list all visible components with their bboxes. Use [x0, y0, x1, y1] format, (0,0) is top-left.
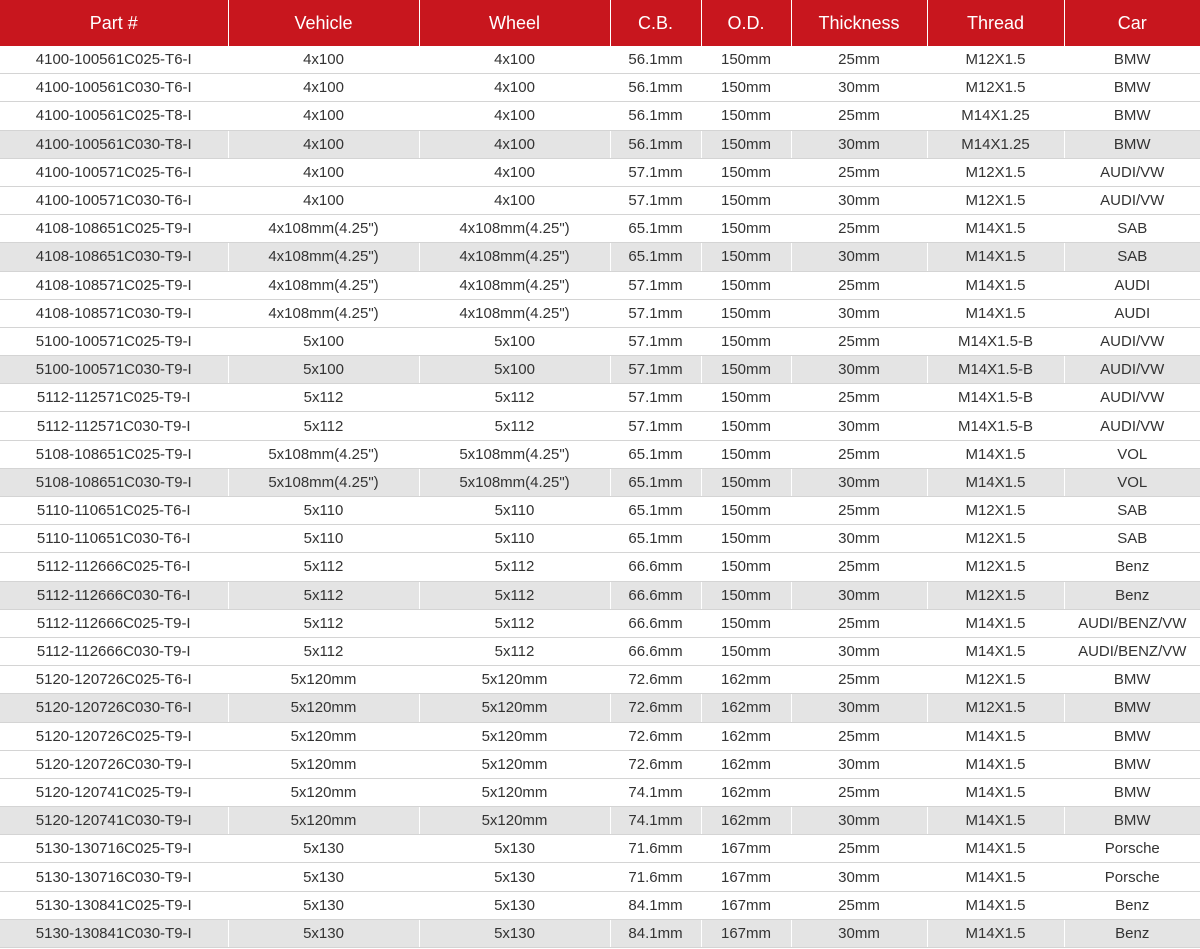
cell-car: SAB [1064, 243, 1200, 271]
table-row [0, 215, 1200, 243]
cell-thickness: 25mm [791, 497, 927, 525]
cell-wheel: 4x108mm(4.25") [419, 215, 610, 243]
cell-car: AUDI/VW [1064, 327, 1200, 355]
cell-center-bore: 56.1mm [610, 130, 701, 158]
cell-thickness: 30mm [791, 299, 927, 327]
table-row [0, 46, 1200, 74]
cell-part-number: 4100-100571C025-T6-I [0, 158, 228, 186]
cell-car: Porsche [1064, 835, 1200, 863]
cell-thickness: 30mm [791, 130, 927, 158]
table-row [0, 158, 1200, 186]
cell-thickness: 25mm [791, 271, 927, 299]
header-outer-diameter: O.D. [701, 0, 791, 46]
table-row [0, 609, 1200, 637]
cell-outer-diameter: 150mm [701, 327, 791, 355]
table-row [0, 694, 1200, 722]
cell-part-number: 5120-120726C025-T9-I [0, 722, 228, 750]
table-row [0, 74, 1200, 102]
cell-car: AUDI/VW [1064, 356, 1200, 384]
cell-thickness: 30mm [791, 919, 927, 947]
cell-center-bore: 56.1mm [610, 102, 701, 130]
cell-outer-diameter: 150mm [701, 215, 791, 243]
cell-part-number: 5112-112666C030-T9-I [0, 637, 228, 665]
cell-part-number: 5108-108651C030-T9-I [0, 468, 228, 496]
cell-vehicle: 5x130 [228, 919, 419, 947]
cell-car: AUDI/VW [1064, 158, 1200, 186]
cell-center-bore: 84.1mm [610, 919, 701, 947]
cell-thickness: 25mm [791, 553, 927, 581]
header-wheel: Wheel [419, 0, 610, 46]
cell-thread: M14X1.5 [927, 271, 1064, 299]
cell-part-number: 5112-112666C025-T9-I [0, 609, 228, 637]
cell-thickness: 30mm [791, 637, 927, 665]
cell-wheel: 4x100 [419, 74, 610, 102]
cell-wheel: 5x112 [419, 384, 610, 412]
cell-outer-diameter: 167mm [701, 891, 791, 919]
cell-wheel: 5x100 [419, 327, 610, 355]
cell-thickness: 30mm [791, 807, 927, 835]
cell-outer-diameter: 162mm [701, 750, 791, 778]
cell-thread: M14X1.5 [927, 299, 1064, 327]
cell-wheel: 5x130 [419, 919, 610, 947]
cell-thread: M14X1.5 [927, 807, 1064, 835]
cell-vehicle: 5x120mm [228, 694, 419, 722]
table-row [0, 102, 1200, 130]
cell-car: AUDI/VW [1064, 412, 1200, 440]
table-row [0, 807, 1200, 835]
cell-vehicle: 5x110 [228, 497, 419, 525]
table-row [0, 722, 1200, 750]
cell-part-number: 4108-108651C030-T9-I [0, 243, 228, 271]
cell-outer-diameter: 167mm [701, 835, 791, 863]
cell-part-number: 5130-130841C030-T9-I [0, 919, 228, 947]
cell-vehicle: 4x108mm(4.25") [228, 215, 419, 243]
cell-thread: M14X1.5 [927, 722, 1064, 750]
cell-thickness: 30mm [791, 243, 927, 271]
cell-thickness: 25mm [791, 666, 927, 694]
table-row [0, 778, 1200, 806]
cell-car: BMW [1064, 102, 1200, 130]
cell-center-bore: 57.1mm [610, 327, 701, 355]
cell-wheel: 5x112 [419, 581, 610, 609]
cell-wheel: 4x108mm(4.25") [419, 243, 610, 271]
table-row [0, 327, 1200, 355]
cell-center-bore: 56.1mm [610, 74, 701, 102]
header-part-number: Part # [0, 0, 228, 46]
cell-center-bore: 84.1mm [610, 891, 701, 919]
cell-center-bore: 74.1mm [610, 778, 701, 806]
cell-thickness: 25mm [791, 46, 927, 74]
table-row [0, 130, 1200, 158]
cell-outer-diameter: 150mm [701, 271, 791, 299]
cell-part-number: 5120-120726C025-T6-I [0, 666, 228, 694]
cell-vehicle: 5x108mm(4.25") [228, 468, 419, 496]
cell-thickness: 30mm [791, 186, 927, 214]
cell-thickness: 30mm [791, 750, 927, 778]
cell-vehicle: 4x100 [228, 74, 419, 102]
cell-car: BMW [1064, 750, 1200, 778]
cell-part-number: 4108-108571C030-T9-I [0, 299, 228, 327]
cell-part-number: 5112-112571C030-T9-I [0, 412, 228, 440]
cell-thickness: 30mm [791, 356, 927, 384]
cell-car: BMW [1064, 74, 1200, 102]
cell-thickness: 25mm [791, 327, 927, 355]
cell-wheel: 4x108mm(4.25") [419, 271, 610, 299]
cell-vehicle: 5x100 [228, 356, 419, 384]
cell-car: BMW [1064, 46, 1200, 74]
cell-vehicle: 5x130 [228, 835, 419, 863]
cell-vehicle: 5x120mm [228, 807, 419, 835]
cell-outer-diameter: 150mm [701, 299, 791, 327]
cell-center-bore: 65.1mm [610, 525, 701, 553]
cell-vehicle: 4x100 [228, 130, 419, 158]
cell-vehicle: 4x108mm(4.25") [228, 299, 419, 327]
cell-part-number: 4100-100561C025-T8-I [0, 102, 228, 130]
cell-thread: M12X1.5 [927, 497, 1064, 525]
cell-thickness: 25mm [791, 891, 927, 919]
cell-car: VOL [1064, 440, 1200, 468]
cell-car: AUDI/VW [1064, 384, 1200, 412]
cell-part-number: 4108-108571C025-T9-I [0, 271, 228, 299]
cell-thickness: 25mm [791, 835, 927, 863]
table-row [0, 384, 1200, 412]
cell-car: AUDI/VW [1064, 186, 1200, 214]
cell-center-bore: 72.6mm [610, 694, 701, 722]
cell-center-bore: 65.1mm [610, 497, 701, 525]
cell-outer-diameter: 150mm [701, 440, 791, 468]
cell-thread: M14X1.5 [927, 835, 1064, 863]
cell-center-bore: 57.1mm [610, 299, 701, 327]
cell-center-bore: 57.1mm [610, 384, 701, 412]
cell-outer-diameter: 150mm [701, 74, 791, 102]
cell-center-bore: 57.1mm [610, 271, 701, 299]
table-row [0, 525, 1200, 553]
cell-vehicle: 5x108mm(4.25") [228, 440, 419, 468]
cell-wheel: 5x112 [419, 412, 610, 440]
cell-vehicle: 4x100 [228, 102, 419, 130]
table-row [0, 186, 1200, 214]
cell-thread: M12X1.5 [927, 581, 1064, 609]
cell-outer-diameter: 150mm [701, 581, 791, 609]
cell-thickness: 25mm [791, 722, 927, 750]
table-row [0, 750, 1200, 778]
cell-thread: M12X1.5 [927, 694, 1064, 722]
cell-wheel: 4x100 [419, 46, 610, 74]
cell-part-number: 4100-100571C030-T6-I [0, 186, 228, 214]
cell-wheel: 5x110 [419, 525, 610, 553]
cell-wheel: 5x112 [419, 609, 610, 637]
cell-part-number: 5130-130841C025-T9-I [0, 891, 228, 919]
cell-thread: M12X1.5 [927, 158, 1064, 186]
cell-part-number: 5100-100571C025-T9-I [0, 327, 228, 355]
cell-thread: M14X1.5 [927, 637, 1064, 665]
cell-center-bore: 65.1mm [610, 215, 701, 243]
cell-thickness: 30mm [791, 694, 927, 722]
cell-thickness: 30mm [791, 525, 927, 553]
cell-vehicle: 5x130 [228, 863, 419, 891]
cell-vehicle: 5x120mm [228, 778, 419, 806]
cell-car: Porsche [1064, 863, 1200, 891]
cell-car: BMW [1064, 130, 1200, 158]
cell-car: SAB [1064, 215, 1200, 243]
cell-thread: M14X1.5-B [927, 412, 1064, 440]
header-car: Car [1064, 0, 1200, 46]
table-row [0, 243, 1200, 271]
cell-center-bore: 57.1mm [610, 186, 701, 214]
cell-part-number: 5130-130716C030-T9-I [0, 863, 228, 891]
cell-thickness: 25mm [791, 778, 927, 806]
cell-vehicle: 5x130 [228, 891, 419, 919]
cell-outer-diameter: 150mm [701, 46, 791, 74]
cell-part-number: 5108-108651C025-T9-I [0, 440, 228, 468]
cell-part-number: 4100-100561C030-T6-I [0, 74, 228, 102]
cell-wheel: 4x100 [419, 102, 610, 130]
cell-wheel: 5x120mm [419, 666, 610, 694]
cell-part-number: 5120-120726C030-T6-I [0, 694, 228, 722]
cell-vehicle: 5x100 [228, 327, 419, 355]
cell-part-number: 4108-108651C025-T9-I [0, 215, 228, 243]
cell-center-bore: 57.1mm [610, 412, 701, 440]
cell-wheel: 5x108mm(4.25") [419, 440, 610, 468]
cell-thread: M14X1.5 [927, 243, 1064, 271]
cell-thread: M14X1.5 [927, 468, 1064, 496]
cell-thickness: 25mm [791, 158, 927, 186]
cell-part-number: 5110-110651C030-T6-I [0, 525, 228, 553]
cell-outer-diameter: 162mm [701, 666, 791, 694]
cell-part-number: 5112-112666C025-T6-I [0, 553, 228, 581]
cell-outer-diameter: 162mm [701, 722, 791, 750]
cell-thickness: 25mm [791, 384, 927, 412]
cell-car: Benz [1064, 891, 1200, 919]
cell-outer-diameter: 167mm [701, 919, 791, 947]
cell-thickness: 30mm [791, 468, 927, 496]
cell-outer-diameter: 150mm [701, 468, 791, 496]
cell-center-bore: 74.1mm [610, 807, 701, 835]
cell-part-number: 4100-100561C030-T8-I [0, 130, 228, 158]
cell-center-bore: 66.6mm [610, 553, 701, 581]
cell-thickness: 30mm [791, 412, 927, 440]
cell-part-number: 5120-120726C030-T9-I [0, 750, 228, 778]
cell-center-bore: 72.6mm [610, 750, 701, 778]
cell-outer-diameter: 150mm [701, 384, 791, 412]
cell-thread: M12X1.5 [927, 74, 1064, 102]
cell-wheel: 4x100 [419, 130, 610, 158]
cell-vehicle: 5x120mm [228, 666, 419, 694]
table-row [0, 891, 1200, 919]
cell-wheel: 5x120mm [419, 694, 610, 722]
cell-thread: M14X1.25 [927, 102, 1064, 130]
cell-wheel: 5x108mm(4.25") [419, 468, 610, 496]
cell-vehicle: 4x100 [228, 158, 419, 186]
cell-car: AUDI [1064, 271, 1200, 299]
cell-thread: M14X1.5-B [927, 384, 1064, 412]
cell-vehicle: 4x108mm(4.25") [228, 243, 419, 271]
cell-outer-diameter: 150mm [701, 130, 791, 158]
cell-wheel: 5x112 [419, 553, 610, 581]
cell-car: Benz [1064, 553, 1200, 581]
cell-center-bore: 72.6mm [610, 666, 701, 694]
cell-part-number: 5120-120741C025-T9-I [0, 778, 228, 806]
cell-thread: M12X1.5 [927, 186, 1064, 214]
cell-wheel: 5x120mm [419, 778, 610, 806]
cell-center-bore: 72.6mm [610, 722, 701, 750]
table-row [0, 356, 1200, 384]
cell-car: SAB [1064, 525, 1200, 553]
cell-vehicle: 4x108mm(4.25") [228, 271, 419, 299]
cell-vehicle: 4x100 [228, 186, 419, 214]
cell-wheel: 4x108mm(4.25") [419, 299, 610, 327]
cell-outer-diameter: 150mm [701, 158, 791, 186]
cell-part-number: 5112-112666C030-T6-I [0, 581, 228, 609]
cell-car: BMW [1064, 666, 1200, 694]
cell-thread: M14X1.5 [927, 778, 1064, 806]
cell-car: Benz [1064, 581, 1200, 609]
cell-outer-diameter: 150mm [701, 102, 791, 130]
cell-vehicle: 5x112 [228, 581, 419, 609]
cell-part-number: 4100-100561C025-T6-I [0, 46, 228, 74]
cell-thread: M14X1.5 [927, 215, 1064, 243]
cell-thread: M14X1.5-B [927, 356, 1064, 384]
header-thickness: Thickness [791, 0, 927, 46]
table-row [0, 581, 1200, 609]
cell-center-bore: 57.1mm [610, 356, 701, 384]
cell-center-bore: 65.1mm [610, 440, 701, 468]
cell-car: BMW [1064, 807, 1200, 835]
header-vehicle: Vehicle [228, 0, 419, 46]
cell-car: VOL [1064, 468, 1200, 496]
cell-vehicle: 5x112 [228, 553, 419, 581]
cell-center-bore: 71.6mm [610, 863, 701, 891]
cell-car: Benz [1064, 919, 1200, 947]
cell-car: AUDI/BENZ/VW [1064, 637, 1200, 665]
table-row [0, 271, 1200, 299]
cell-part-number: 5112-112571C025-T9-I [0, 384, 228, 412]
cell-thread: M14X1.25 [927, 130, 1064, 158]
cell-center-bore: 71.6mm [610, 835, 701, 863]
table-row [0, 835, 1200, 863]
cell-wheel: 5x130 [419, 891, 610, 919]
cell-outer-diameter: 150mm [701, 243, 791, 271]
cell-outer-diameter: 150mm [701, 497, 791, 525]
cell-car: AUDI/BENZ/VW [1064, 609, 1200, 637]
cell-wheel: 5x112 [419, 637, 610, 665]
cell-part-number: 5110-110651C025-T6-I [0, 497, 228, 525]
cell-thread: M12X1.5 [927, 666, 1064, 694]
cell-vehicle: 5x112 [228, 384, 419, 412]
table-header-row [0, 0, 1200, 46]
cell-car: AUDI [1064, 299, 1200, 327]
cell-center-bore: 66.6mm [610, 637, 701, 665]
cell-wheel: 5x120mm [419, 750, 610, 778]
cell-wheel: 4x100 [419, 158, 610, 186]
cell-thickness: 30mm [791, 581, 927, 609]
cell-outer-diameter: 162mm [701, 778, 791, 806]
cell-thread: M14X1.5 [927, 440, 1064, 468]
table-row [0, 637, 1200, 665]
cell-thickness: 30mm [791, 863, 927, 891]
table-row [0, 440, 1200, 468]
cell-thickness: 30mm [791, 74, 927, 102]
table-row [0, 919, 1200, 947]
cell-outer-diameter: 162mm [701, 807, 791, 835]
cell-outer-diameter: 150mm [701, 186, 791, 214]
header-thread: Thread [927, 0, 1064, 46]
cell-wheel: 5x110 [419, 497, 610, 525]
cell-vehicle: 4x100 [228, 46, 419, 74]
cell-car: BMW [1064, 778, 1200, 806]
cell-thickness: 25mm [791, 440, 927, 468]
cell-outer-diameter: 150mm [701, 525, 791, 553]
table-row [0, 468, 1200, 496]
cell-outer-diameter: 150mm [701, 356, 791, 384]
cell-thickness: 25mm [791, 102, 927, 130]
cell-thread: M14X1.5 [927, 919, 1064, 947]
cell-part-number: 5120-120741C030-T9-I [0, 807, 228, 835]
cell-outer-diameter: 162mm [701, 694, 791, 722]
cell-thread: M14X1.5 [927, 609, 1064, 637]
cell-vehicle: 5x120mm [228, 750, 419, 778]
cell-center-bore: 57.1mm [610, 158, 701, 186]
table-row [0, 863, 1200, 891]
cell-thread: M12X1.5 [927, 525, 1064, 553]
cell-car: BMW [1064, 694, 1200, 722]
cell-thickness: 25mm [791, 609, 927, 637]
cell-wheel: 5x120mm [419, 807, 610, 835]
table-row [0, 553, 1200, 581]
cell-center-bore: 66.6mm [610, 581, 701, 609]
cell-vehicle: 5x120mm [228, 722, 419, 750]
table-body [0, 46, 1200, 948]
table-row [0, 412, 1200, 440]
cell-part-number: 5100-100571C030-T9-I [0, 356, 228, 384]
cell-vehicle: 5x112 [228, 412, 419, 440]
table-row [0, 497, 1200, 525]
table-row [0, 299, 1200, 327]
cell-outer-diameter: 150mm [701, 637, 791, 665]
cell-car: BMW [1064, 722, 1200, 750]
cell-center-bore: 65.1mm [610, 468, 701, 496]
cell-center-bore: 66.6mm [610, 609, 701, 637]
cell-outer-diameter: 150mm [701, 553, 791, 581]
table-row [0, 666, 1200, 694]
cell-wheel: 5x130 [419, 863, 610, 891]
cell-thread: M14X1.5 [927, 863, 1064, 891]
cell-vehicle: 5x112 [228, 637, 419, 665]
cell-vehicle: 5x112 [228, 609, 419, 637]
header-center-bore: C.B. [610, 0, 701, 46]
cell-wheel: 4x100 [419, 186, 610, 214]
cell-thread: M14X1.5 [927, 891, 1064, 919]
cell-thread: M12X1.5 [927, 553, 1064, 581]
cell-center-bore: 56.1mm [610, 46, 701, 74]
cell-car: SAB [1064, 497, 1200, 525]
cell-thickness: 25mm [791, 215, 927, 243]
cell-wheel: 5x130 [419, 835, 610, 863]
cell-part-number: 5130-130716C025-T9-I [0, 835, 228, 863]
cell-outer-diameter: 150mm [701, 412, 791, 440]
cell-thread: M14X1.5-B [927, 327, 1064, 355]
cell-thread: M14X1.5 [927, 750, 1064, 778]
cell-outer-diameter: 150mm [701, 609, 791, 637]
cell-thread: M12X1.5 [927, 46, 1064, 74]
cell-vehicle: 5x110 [228, 525, 419, 553]
cell-center-bore: 65.1mm [610, 243, 701, 271]
cell-wheel: 5x100 [419, 356, 610, 384]
cell-outer-diameter: 167mm [701, 863, 791, 891]
cell-wheel: 5x120mm [419, 722, 610, 750]
